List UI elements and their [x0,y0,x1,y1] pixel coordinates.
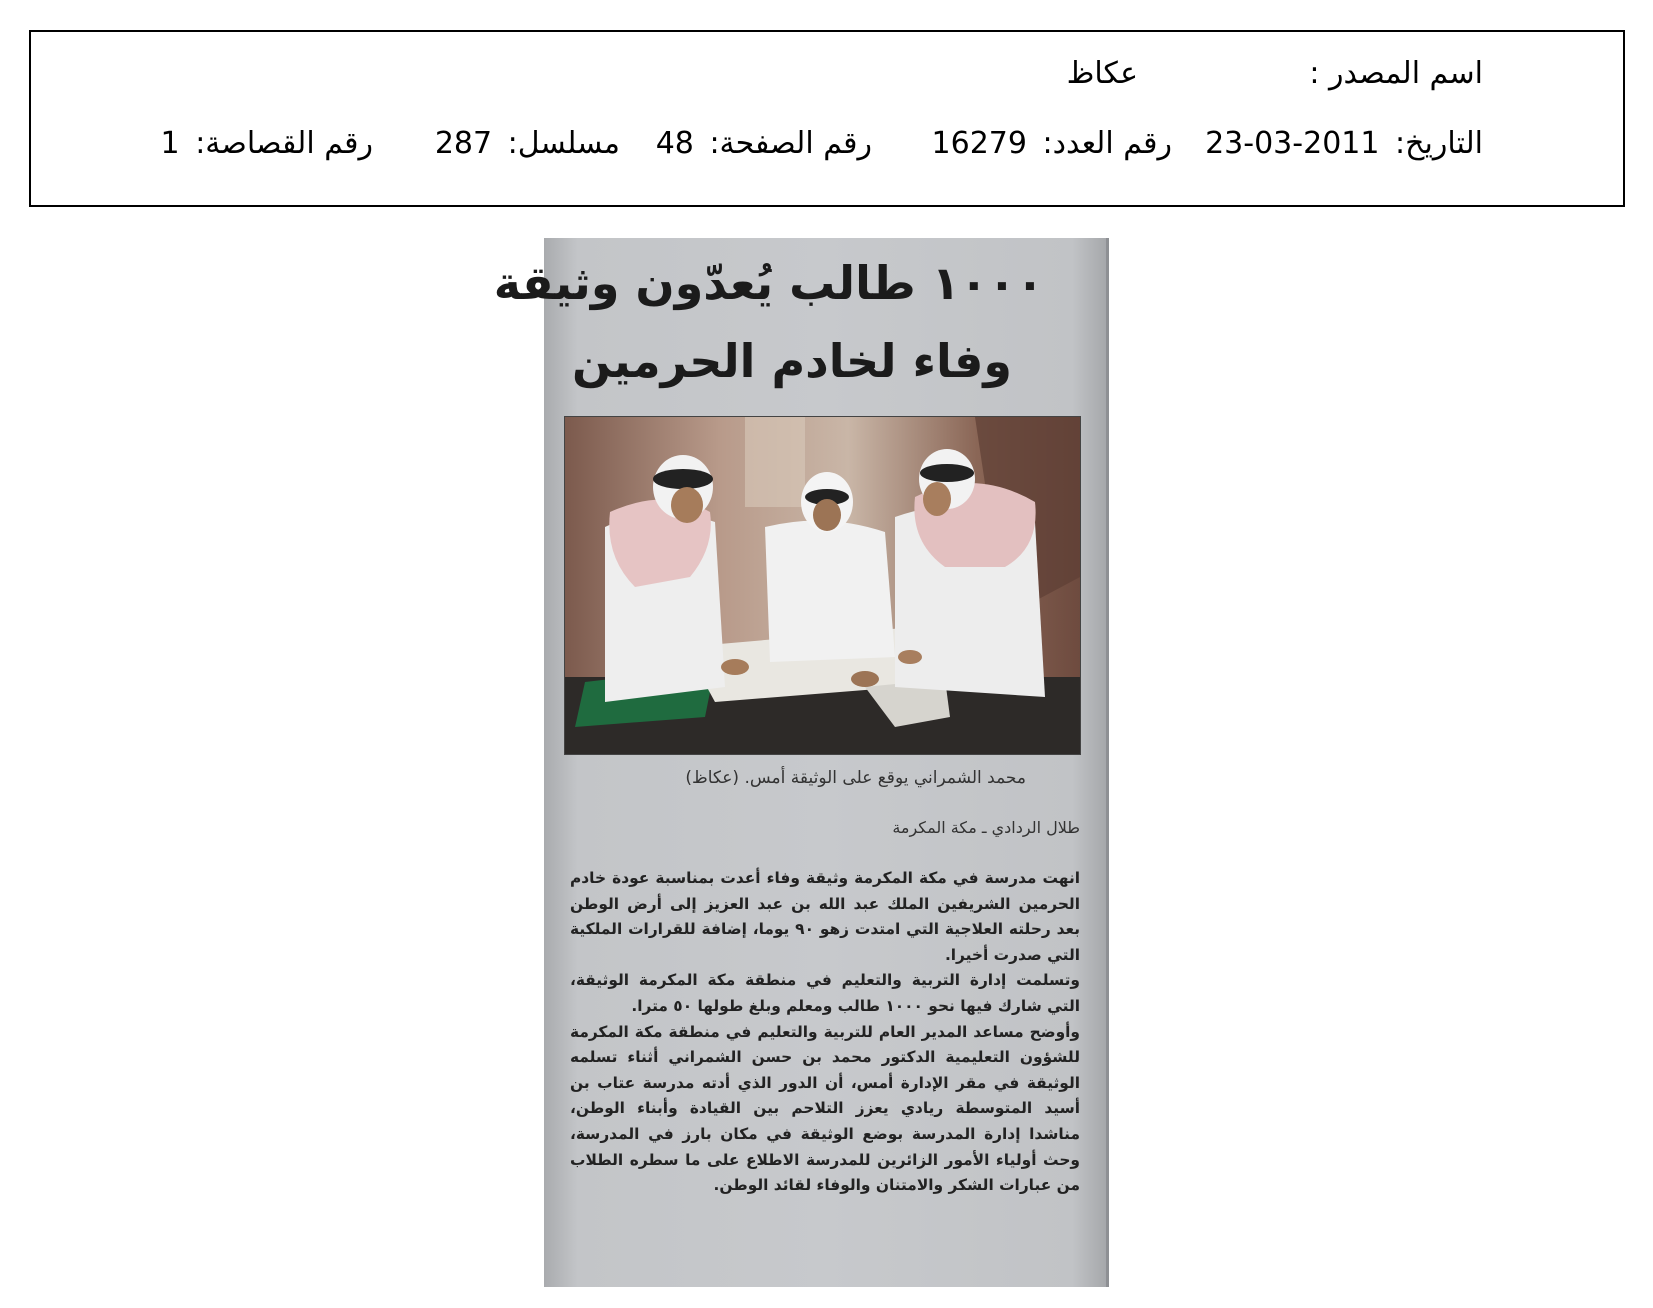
headline-line-2: وفاء لخادم الحرمين [571,334,1012,388]
source-value: عكاظ [1066,56,1138,91]
headline-line-1: ١٠٠٠ طالب يُعدّون وثيقة [493,256,1044,310]
article-body [570,866,1080,1199]
date-field [1205,126,1483,161]
clip-number-value: 1 [160,126,180,161]
page-label: رقم الصفحة: [709,126,872,161]
article-photo [564,416,1081,755]
date-label: التاريخ: [1395,126,1483,161]
clip-number-label: رقم القصاصة: [195,126,373,161]
article-paragraph: انهت مدرسة في مكة المكرمة وثيقة وفاء أعدت بمناسبة عودة خادم الحرمين الشريفين الملك عبد الله بن عبد العزيز إلى أرض الوطن بعد رحلته العلاجية التي امتدت زهو ٩٠ يوما، إضافة للقرارات الملكية التي صدرت أخيرا. [570,869,1080,964]
clip-number-field [161,126,373,161]
issue-value: 16279 [931,126,1027,161]
issue-field [932,126,1172,161]
source-line [1303,56,1483,91]
date-value: 2011-03-23 [1205,126,1380,161]
serial-field [435,126,620,161]
serial-label: مسلسل: [507,126,620,161]
page-field [656,126,872,161]
issue-label: رقم العدد: [1042,126,1172,161]
article-paragraph: وتسلمت إدارة التربية والتعليم في منطقة مكة المكرمة الوثيقة، التي شارك فيها نحو ١٠٠٠ طالب ومعلم وبلغ طولها ٥٠ مترا. [570,971,1080,1015]
source-info-box [29,30,1625,207]
byline: طلال الردادي ـ مكة المكرمة [892,818,1080,837]
photo-caption: محمد الشمراني يوقع على الوثيقة أمس. (عكاظ) [685,768,1026,788]
source-label: اسم المصدر : [1309,56,1483,91]
page-value: 48 [655,126,694,161]
serial-value: 287 [434,126,493,161]
article-paragraph: وأوضح مساعد المدير العام للتربية والتعليم في منطقة مكة المكرمة للشؤون التعليمية الدكتور محمد بن حسن الشمراني أثناء تسلمه الوثيقة في مقر الإدارة أمس، أن الدور الذي أدته مدرسة عتاب بن أسيد المتوسطة ريادي يعزز التلاحم بين القيادة وأبناء الوطن، مناشدا إدارة المدرسة بوضع الوثيقة في مكان بارز في المدرسة، وحث أولياء الأمور الزائرين للمدرسة الاطلاع على ما سطره الطلاب من عبارات الشكر والامتنان والوفاء لقائد الوطن. [570,1022,1080,1195]
newspaper-clipping [493,238,1109,1287]
